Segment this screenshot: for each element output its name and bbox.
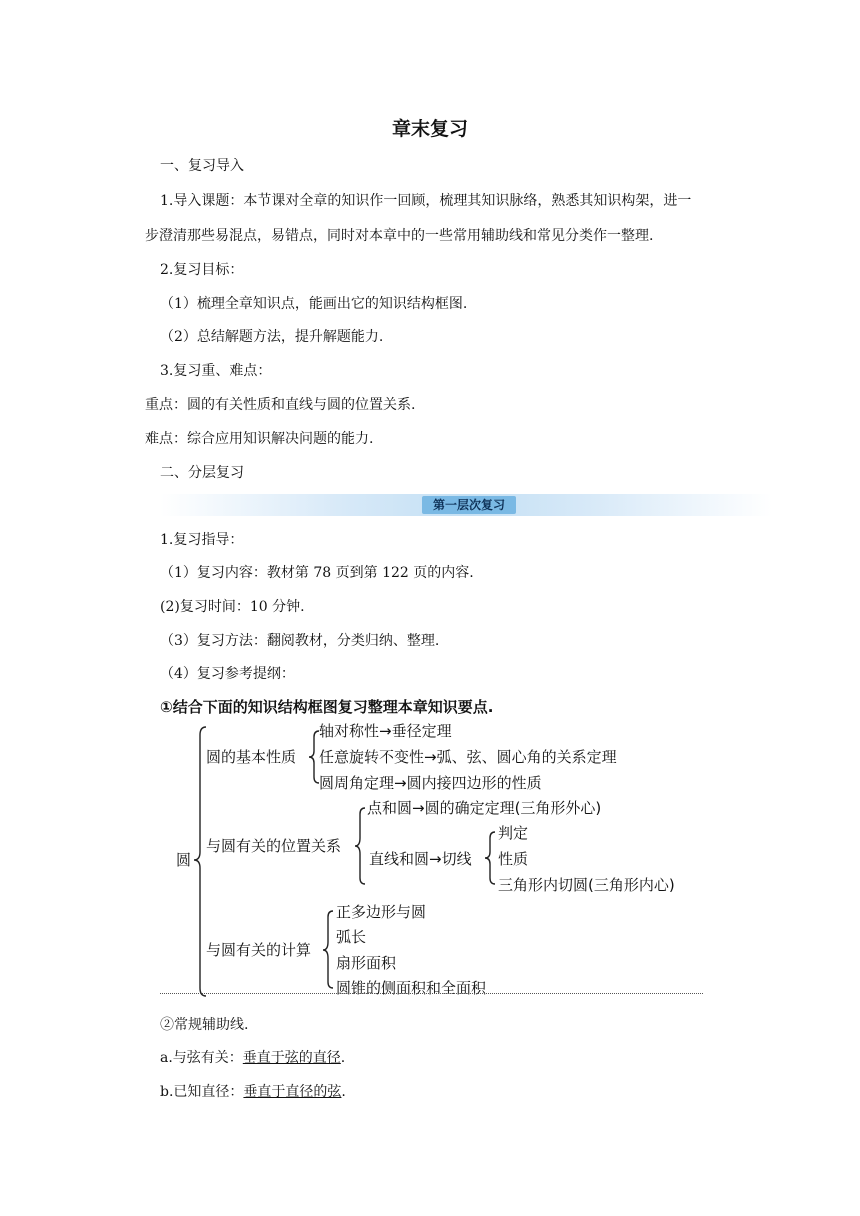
guide-content: （1）复习内容：教材第 78 页到第 122 页的内容. (160, 565, 474, 581)
point-circle-item: 点和圆→圆的确定定理(三角形外心) (367, 799, 602, 817)
goal-item-2: （2）总结解题方法，提升解题能力. (160, 329, 384, 345)
key-point: 重点：圆的有关性质和直线与圆的位置关系. (145, 397, 416, 413)
guide-heading: 1.复习指导： (160, 532, 244, 548)
tangent-brace (485, 832, 495, 884)
basic-item-3: 圆周角定理→圆内接四边形的性质 (319, 774, 542, 792)
guide-method: （3）复习方法：翻阅教材，分类归纳、整理. (160, 633, 440, 649)
guide-time: (2)复习时间：10 分钟. (160, 599, 305, 615)
line-circle-item: 直线和圆→切线 (369, 850, 472, 868)
basic-item-2: 任意旋转不变性→弧、弦、圆心角的关系定理 (319, 748, 617, 766)
position-brace (355, 808, 365, 884)
diagram-root: 圆 (176, 851, 192, 869)
calc-item-3: 扇形面积 (336, 954, 397, 972)
aux-b-answer: 垂直于直径的弦 (243, 1084, 342, 1100)
calculation-label: 与圆有关的计算 (206, 941, 312, 959)
calc-item-4: 圆锥的侧面积和全面积 (336, 979, 487, 997)
dotted-divider (160, 993, 703, 994)
calc-item-2: 弧长 (336, 928, 367, 946)
banner-label: 第一层次复习 (422, 496, 516, 514)
aux-item-b (160, 1082, 346, 1102)
calc-brace (323, 911, 333, 988)
basic-brace (309, 731, 319, 783)
aux-item-a (160, 1048, 345, 1068)
tangent-item-2: 性质 (498, 850, 529, 868)
basic-item-1: 轴对称性→垂径定理 (319, 722, 452, 740)
layer-heading: 二、分层复习 (160, 465, 244, 481)
basic-properties-label: 圆的基本性质 (206, 748, 297, 766)
goals-heading: 2.复习目标： (160, 262, 244, 278)
key-heading: 3.复习重、难点： (160, 363, 272, 379)
position-relation-label: 与圆有关的位置关系 (206, 837, 342, 855)
tangent-item-3: 三角形内切圆(三角形内心) (498, 876, 675, 894)
diagram-title: ①结合下面的知识结构框图复习整理本章知识要点. (160, 698, 494, 716)
difficult-point: 难点：综合应用知识解决问题的能力. (145, 431, 374, 447)
intro-heading: 一、复习导入 (160, 158, 244, 174)
intro-topic-line-1: 1.导入课题：本节课对全章的知识作一回顾，梳理其知识脉络，熟悉其知识构架，进一 (160, 193, 692, 209)
goal-item-1: （1）梳理全章知识点，能画出它的知识结构框图. (160, 296, 468, 312)
aux-b-end: . (341, 1084, 346, 1100)
intro-topic-line-2: 步澄清那些易混点，易错点，同时对本章中的一些常用辅助线和常见分类作一整理. (145, 228, 654, 244)
aux-b-label: b.已知直径： (160, 1084, 244, 1100)
guide-outline: （4）复习参考提纲： (160, 666, 295, 682)
page-title: 章末复习 (391, 118, 468, 140)
aux-a-label: a.与弦有关： (160, 1050, 243, 1066)
aux-a-end: . (340, 1050, 346, 1066)
aux-a-answer: 垂直于弦的直径 (242, 1050, 341, 1066)
aux-heading: ②常规辅助线. (160, 1017, 249, 1033)
tangent-item-1: 判定 (498, 824, 529, 842)
calc-item-1: 正多边形与圆 (336, 903, 427, 921)
root-brace (194, 727, 206, 996)
